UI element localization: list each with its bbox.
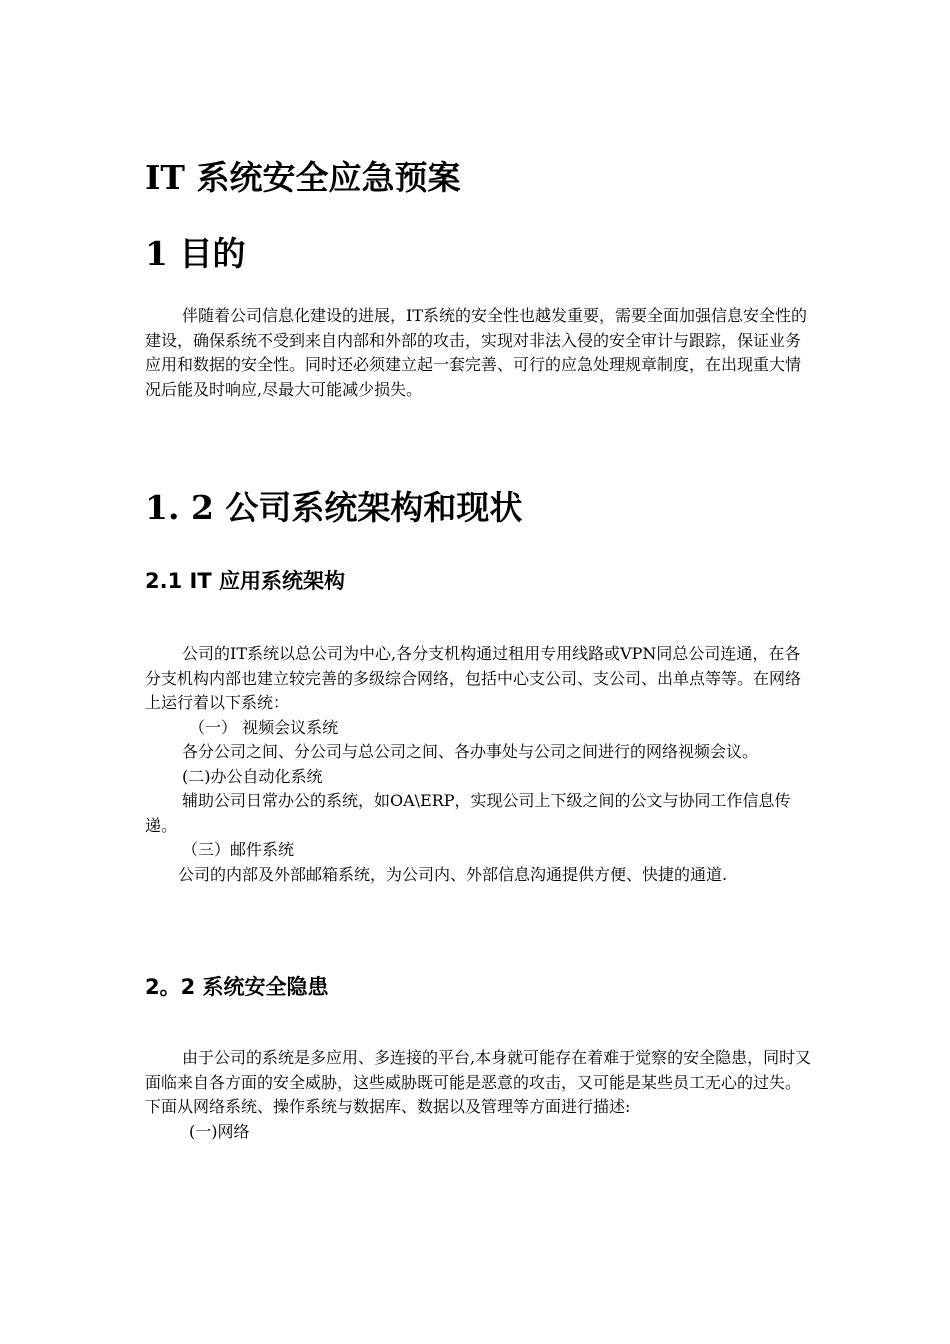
risk-subitem-label: (一)网络 [189, 1121, 250, 1141]
system-item-desc: 辅助公司日常办公的系统，如OA\ERP，实现公司上下级之间的公文与协同工作信息传递。 [145, 791, 791, 835]
system-item-desc: 公司的内部及外部邮箱系统，为公司内、外部信息沟通提供方便、快捷的通道. [178, 864, 728, 884]
section-1-paragraph: 伴随着公司信息化建设的进展，IT系统的安全性也越发重要，需要全面加强信息安全性的建设，确保系统不受到来自内部和外部的攻击，实现对非法入侵的安全审计与跟踪，保证业务应用和数据的安全性。同时还必须建立起一套完善、可行的应急处理规章制度，在出现重大情况后能及时响应,尽最大可能减少损失。 [145, 306, 807, 399]
section-2-1-intro: 公司的IT系统以总公司为中心,各分支机构通过租用专用线路或VPN同总公司连通，在各分支机构内部也建立较完善的多级综合网络，包括中心支公司、支公司、出单点等等。在网络上运行着以下系统： [145, 644, 802, 712]
section-2-2-body [145, 1046, 815, 1144]
system-item-label: （三）邮件系统 [182, 840, 295, 859]
section-2-2-heading: 2。2 系统安全隐患 [145, 975, 329, 999]
system-item-desc: 各分公司之间、分公司与总公司之间、各办事处与公司之间进行的网络视频会议。 [182, 742, 759, 761]
system-item-label: (二)办公自动化系统 [182, 766, 323, 786]
section-1-heading: 1 目的 [145, 234, 246, 273]
section-2-2-paragraph: 由于公司的系统是多应用、多连接的平台,本身就可能存在着难于觉察的安全隐患，同时又面临来自各方面的安全威胁，这些威胁既可能是恶意的攻击，又可能是某些员工无心的过失。下面从网络系统、操作系统与数据库、数据以及管理等方面进行描述: [145, 1048, 812, 1116]
section-2-1-heading: 2.1 IT 应用系统架构 [145, 569, 345, 593]
section-1-2-heading: 1. 2 公司系统架构和现状 [145, 488, 523, 527]
section-2-1-body [145, 642, 815, 887]
document-title: IT 系统安全应急预案 [145, 158, 461, 197]
system-item-label: （一） 视频会议系统 [189, 717, 339, 737]
